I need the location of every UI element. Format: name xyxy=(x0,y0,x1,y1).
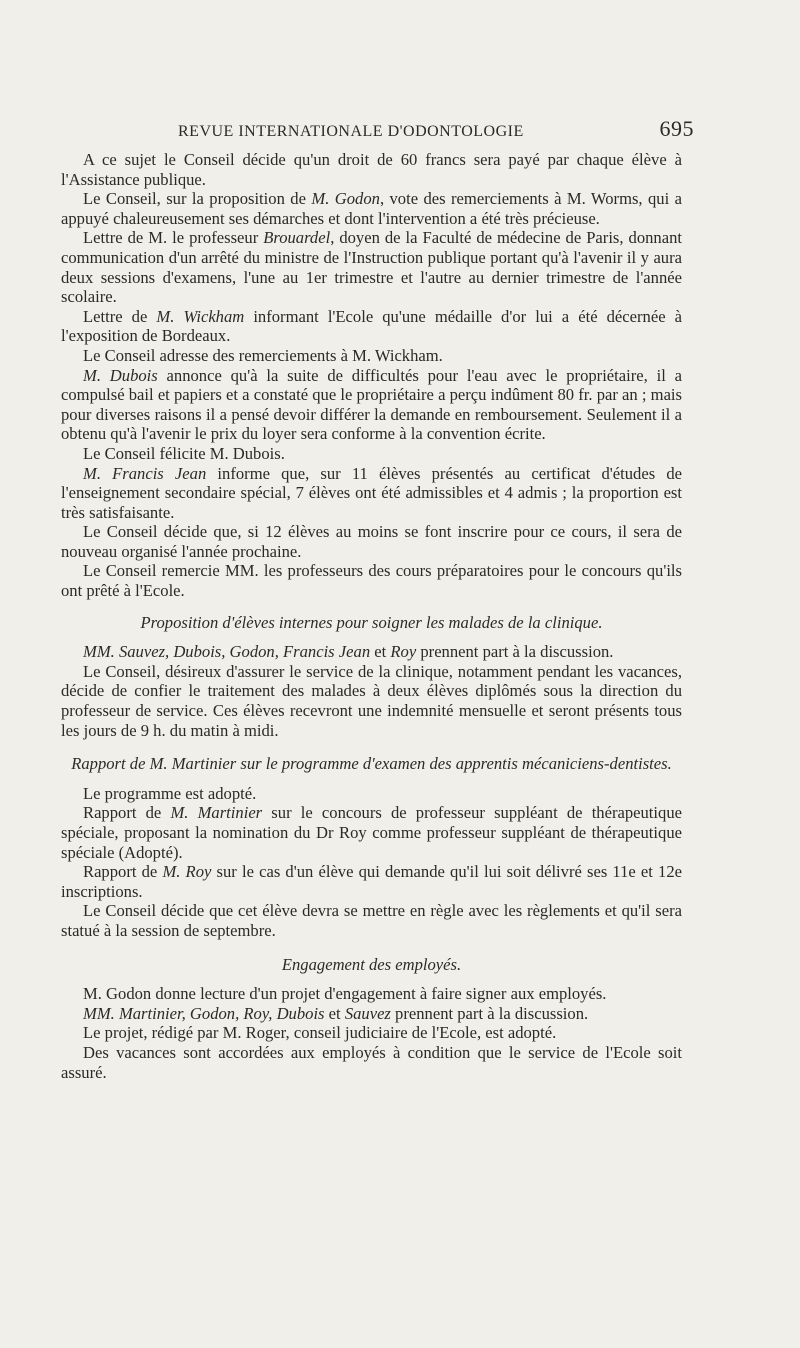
italic-name: MM. Sauvez, Dubois, Godon, Francis Jean xyxy=(83,642,371,662)
page-number: 695 xyxy=(659,116,694,141)
paragraph: Lettre de M. le professeur Brouardel, doyen de la Faculté de médecine de Paris, donnant communication d'un arrêté du ministre de l'Instruction publique portant qu'à l'avenir il y aura deux sessions d'examens, l'une au 1er trimestre et l'autre au dernier trimestre de l'année scolaire. xyxy=(61,228,682,307)
paragraph: MM. Sauvez, Dubois, Godon, Francis Jean et Roy prennent part à la discussion. xyxy=(83,642,614,662)
italic-name: M. Wickham xyxy=(156,306,245,326)
italic-name: Brouardel xyxy=(263,228,331,248)
italic-name: Sauvez xyxy=(344,1003,391,1023)
paragraph: M. Francis Jean informe que, sur 11 élèves présentés au certificat d'études de l'enseignement secondaire spécial, 7 élèves ont été admissibles et 4 admis ; la proportion est très satisfaisante. xyxy=(61,463,682,522)
italic-name: M. Godon xyxy=(311,189,380,209)
italic-name: Roy xyxy=(390,642,417,662)
article-body xyxy=(61,150,682,1082)
paragraph: M. Godon donne lecture d'un projet d'engagement à faire signer aux employés. xyxy=(83,984,607,1004)
italic-name: M. Dubois xyxy=(83,365,158,385)
italic-name: M. Roy xyxy=(162,862,212,882)
paragraph: Le Conseil adresse des remerciements à M. Wickham. xyxy=(83,345,443,365)
paragraph: Le Conseil décide que cet élève devra se mettre en règle avec les règlements et qu'il sera statué à la session de septembre. xyxy=(61,901,682,940)
section-heading: Proposition d'élèves internes pour soigner les malades de la clinique. xyxy=(140,612,603,632)
italic-name: M. Martinier xyxy=(170,803,263,823)
paragraph: MM. Martinier, Godon, Roy, Dubois et Sauvez prennent part à la discussion. xyxy=(83,1003,589,1023)
paragraph: M. Dubois annonce qu'à la suite de difficultés pour l'eau avec le propriétaire, il a compulsé bail et papiers et a constaté que le propriétaire a perçu indûment 80 fr. par an ; mais pour diverses raisons il a pensé devoir différer la demande en remboursement. Seulement il a obtenu qu'à l'avenir le prix du loyer sera conforme à la convention écrite. xyxy=(61,365,683,444)
paragraph: Le Conseil remercie MM. les professeurs des cours préparatoires pour le concours qu'ils ont prêté à l'Ecole. xyxy=(61,561,682,601)
paragraph: Le programme est adopté. xyxy=(83,783,257,803)
journal-title: REVUE INTERNATIONALE D'ODONTOLOGIE xyxy=(178,123,524,140)
paragraph: Des vacances sont accordées aux employés à condition que le service de l'Ecole soit assuré. xyxy=(61,1042,682,1082)
running-head xyxy=(178,116,694,142)
section-heading: Engagement des employés. xyxy=(281,954,462,974)
paragraph: Lettre de M. Wickham informant l'Ecole qu'une médaille d'or lui a été décernée à l'exposition de Bordeaux. xyxy=(61,306,682,346)
paragraph: Rapport de M. Martinier sur le concours de professeur suppléant de thérapeutique spéciale, proposant la nomination du Dr Roy comme professeur suppléant de thérapeutique spéciale (Adopté). xyxy=(61,803,682,862)
paragraph: Le projet, rédigé par M. Roger, conseil judiciaire de l'Ecole, est adopté. xyxy=(83,1023,557,1043)
italic-name: MM. Martinier, Godon, Roy, Dubois xyxy=(83,1003,325,1023)
paragraph: Le Conseil, sur la proposition de M. Godon, vote des remerciements à M. Worms, qui a appuyé chaleureusement ses démarches et dont l'intervention a été très précieuse. xyxy=(61,189,682,228)
section-heading: Rapport de M. Martinier sur le programme d'examen des apprentis mécaniciens-dentistes. xyxy=(71,754,672,774)
paragraph: Le Conseil, désireux d'assurer le service de la clinique, notamment pendant les vacances, décide de confier le traitement des malades à deux élèves diplômés sous la direction du professeur de service. Ces élèves recevront une indemnité mensuelle et seront présents tous les jours de 9 h. du matin à midi. xyxy=(61,661,682,740)
paragraph: Le Conseil félicite M. Dubois. xyxy=(83,443,285,463)
paragraph: A ce sujet le Conseil décide qu'un droit de 60 francs sera payé par chaque élève à l'Assistance publique. xyxy=(61,150,682,189)
italic-name: M. Francis Jean xyxy=(83,463,207,483)
paragraph: Le Conseil décide que, si 12 élèves au moins se font inscrire pour ce cours, il sera de nouveau organisé l'année prochaine. xyxy=(61,522,682,561)
paragraph: Rapport de M. Roy sur le cas d'un élève qui demande qu'il lui soit délivré ses 11e et 12e inscriptions. xyxy=(61,862,683,901)
